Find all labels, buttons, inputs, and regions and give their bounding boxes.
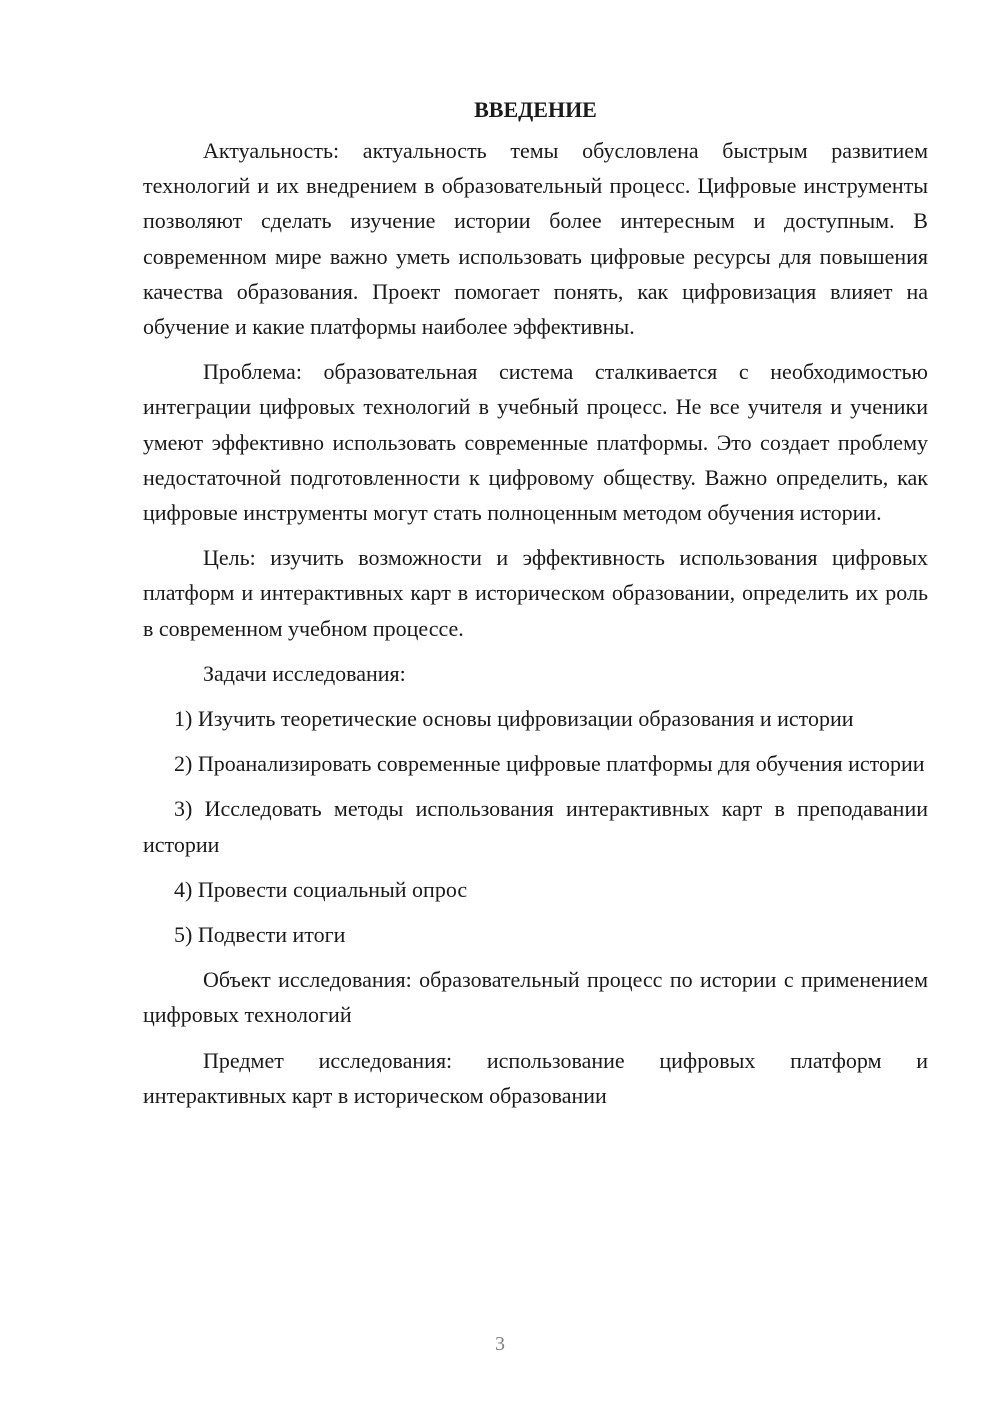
task-item-5: 5) Подвести итоги bbox=[174, 922, 346, 948]
paragraph-subject: Предмет исследования: использование цифровых платформ и интерактивных карт в историческом образовании bbox=[143, 1047, 928, 1108]
paragraph-tasks-heading: Задачи исследования: bbox=[203, 660, 406, 686]
task-item-1: 1) Изучить теоретические основы цифровизации образования и истории bbox=[174, 706, 854, 732]
task-item-3: 3) Исследовать методы использования интерактивных карт в преподавании истории bbox=[143, 796, 928, 857]
paragraph-relevance: Актуальность: актуальность темы обусловлена быстрым развитием технологий и их внедрением в образовательный процесс. Цифровые инструменты позволяют сделать изучение истории более интересным и доступным. В современном мире важно уметь использовать цифровые ресурсы для повышения качества образования. Проект помогает понять, как цифровизация влияет на обучение и какие платформы наиболее эффективны. bbox=[143, 138, 928, 340]
section-title: ВВЕДЕНИЕ bbox=[474, 97, 597, 122]
task-item-4: 4) Провести социальный опрос bbox=[174, 876, 468, 902]
paragraph-goal: Цель: изучить возможности и эффективность использования цифровых платформ и интерактивных карт в историческом образовании, определить их роль в современном учебном процессе. bbox=[143, 545, 928, 641]
task-item-2: 2) Проанализировать современные цифровые платформы для обучения истории bbox=[174, 751, 925, 777]
page-content bbox=[143, 92, 928, 1123]
paragraph-object: Объект исследования: образовательный процесс по истории с применением цифровых технологий bbox=[143, 967, 928, 1028]
page-number: 3 bbox=[495, 1333, 505, 1355]
paragraph-problem: Проблема: образовательная система сталкивается с необходимостью интеграции цифровых технологий в учебный процесс. Не все учителя и ученики умеют эффективно использовать современные платформы. Это создает проблему недостаточной подготовленности к цифровому обществу. Важно определить, как цифровые инструменты могут стать полноценным методом обучения истории. bbox=[143, 359, 928, 526]
